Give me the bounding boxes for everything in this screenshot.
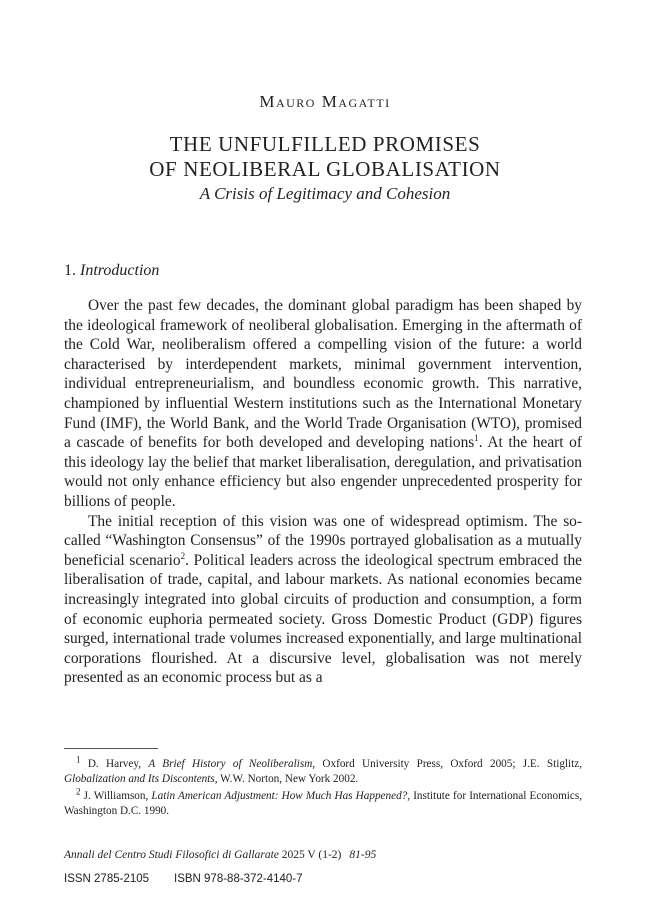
footnote-book-title: Latin American Adjustment: How Much Has Happened? [151, 790, 408, 802]
footnote-text: J. Williamson, [80, 790, 152, 802]
section-label: Introduction [80, 262, 160, 279]
issn-number: ISSN 2785-2105 [64, 873, 150, 885]
author-name: Mauro Magatti [259, 92, 391, 111]
section-number: 1. [64, 262, 76, 279]
paper-subtitle: A Crisis of Legitimacy and Cohesion [199, 184, 451, 203]
title-line-2: OF NEOLIBERAL GLOBALISATION [149, 157, 501, 181]
paper-title [0, 132, 650, 182]
footnote-divider [64, 748, 158, 749]
isbn-number: ISBN 978-88-372-4140-7 [174, 873, 303, 885]
footnote-text: , Institute for International Economics, Washington D.C. 1990. [64, 790, 582, 817]
page-range: 81-95 [349, 849, 377, 861]
footnote-ref: 2 [180, 550, 186, 561]
footnote-2 [64, 786, 582, 819]
publication-ids [64, 873, 303, 885]
paragraph-text: The initial reception of this vision was one of widespread optimism. The so-called “Washington Consensus” of the 1990s portrayed globalisation as a mutually beneficial scenario [64, 512, 582, 569]
paragraph [64, 296, 582, 512]
paragraph-text: Over the past few decades, the dominant global paradigm has been shaped by the ideological framework of neoliberal globalisation. Emerging in the aftermath of the Cold War, neoliberalism offered a compelling vision of the future: a world characterised by interdependent markets, minimal government intervention, individual entrepreneurialism, and boundless economic growth. This narrative, championed by influential Western institutions such as the International Monetary Fund (IMF), the World Bank, and the World Trade Organisation (WTO), promised a cascade of benefits for both developed and developing nations [64, 297, 582, 452]
footnote-ref: 1 [474, 433, 479, 444]
body-text [64, 296, 582, 688]
journal-citation [64, 849, 376, 861]
section-heading [64, 262, 159, 280]
footnote-text: D. Harvey, [80, 758, 149, 770]
footnote-book-title: Globalization and Its Discontents [64, 773, 215, 785]
title-line-1: THE UNFULFILLED PROMISES [169, 132, 481, 156]
journal-name: Annali del Centro Studi Filosofici di Gallarate [64, 849, 279, 861]
footnote-text: , W.W. Norton, New York 2002. [214, 773, 359, 785]
footnote-number: 2 [76, 786, 81, 797]
paragraph [64, 512, 582, 688]
footnote-1 [64, 754, 582, 787]
paragraph-text: . At the heart of this ideology lay the belief that market liberalisation, deregulation, and privatisation would not only enhance efficiency but also engender unprecedented prosperity for billions of people. [64, 434, 582, 510]
paragraph-text: . Political leaders across the ideological spectrum embraced the liberalisation of trade, capital, and labour markets. As national economies became increasingly integrated into global circuits of production and consumption, a form of economic euphoria permeated society. Gross Domestic Product (GDP) figures surged, international trade volumes increased exponentially, and large multinational corporations flourished. At a discursive level, globalisation was not merely presented as an economic process but as a [64, 551, 582, 687]
footnote-book-title: A Brief History of Neoliberalism [148, 758, 313, 770]
footnote-text: , Oxford University Press, Oxford 2005; J.E. Stiglitz, [312, 758, 582, 770]
journal-volume: 2025 V (1-2) [278, 849, 342, 861]
footnote-number: 1 [76, 754, 81, 765]
